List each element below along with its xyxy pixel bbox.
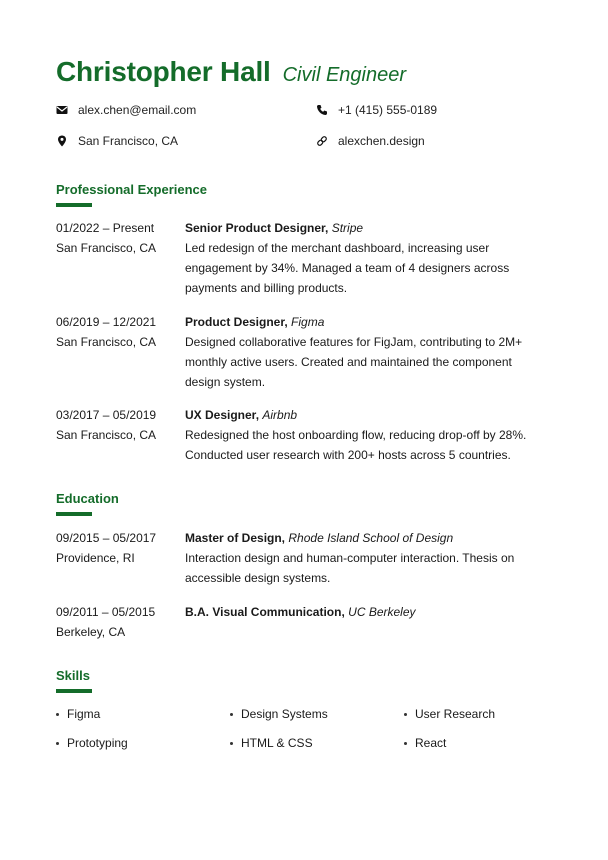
website-text: alexchen.design (338, 134, 425, 148)
candidate-name: Christopher Hall (56, 56, 271, 87)
entry-location: San Francisco, CA (56, 241, 157, 255)
skill-label: React (415, 736, 447, 750)
education-divider (56, 512, 92, 516)
entry-org: Figma (291, 315, 325, 329)
entry-org: UC Berkeley (348, 605, 416, 619)
bullet-icon (230, 742, 233, 745)
entry-description: Interaction design and human-computer interaction. Thesis on accessible design systems. (185, 551, 515, 585)
experience-heading: Professional Experience (56, 182, 208, 197)
email-text: alex.chen@email.com (78, 103, 197, 117)
location-pin-icon (56, 135, 68, 147)
entry-description: Led redesign of the merchant dashboard, increasing user engagement by 34%. Managed a team of 4 designers across payments and billing products. (185, 241, 510, 295)
candidate-title: Civil Engineer (282, 64, 406, 86)
skill-label: Figma (67, 707, 101, 721)
skill-label: HTML & CSS (241, 736, 313, 750)
skill-item (404, 707, 495, 721)
phone-text: +1 (415) 555-0189 (338, 103, 438, 117)
skill-label: Design Systems (241, 707, 328, 721)
entry-role: B.A. Visual Communication, (185, 605, 345, 619)
bullet-icon (56, 713, 59, 716)
bullet-icon (404, 713, 407, 716)
skills-divider (56, 689, 92, 693)
skill-item (404, 736, 446, 750)
contact-email (56, 103, 196, 117)
entry-org: Stripe (331, 221, 364, 235)
skill-item (56, 707, 100, 721)
skills-heading: Skills (56, 668, 90, 683)
skill-item (230, 736, 313, 750)
skill-label: Prototyping (67, 736, 128, 750)
entry-role: Master of Design, (185, 531, 286, 545)
entry-date: 09/2015 – 05/2017 (56, 531, 157, 545)
entry-location: Berkeley, CA (56, 625, 126, 639)
link-icon (316, 135, 328, 147)
contact-website (316, 134, 425, 148)
entry-description: Redesigned the host onboarding flow, reducing drop-off by 28%. Conducted user research with 200+ hosts across 5 countries. (185, 428, 527, 462)
resume-header (56, 56, 406, 88)
entry-location: Providence, RI (56, 551, 135, 565)
entry-date: 01/2022 – Present (56, 221, 155, 235)
bullet-icon (230, 713, 233, 716)
entry-role: Product Designer, (185, 315, 288, 329)
mail-icon (56, 104, 68, 116)
entry-location: San Francisco, CA (56, 335, 157, 349)
bullet-icon (56, 742, 59, 745)
entry-date: 03/2017 – 05/2019 (56, 408, 157, 422)
entry-org: Rhode Island School of Design (288, 531, 454, 545)
entry-location: San Francisco, CA (56, 428, 157, 442)
phone-icon (316, 104, 328, 116)
contact-phone (316, 103, 437, 117)
entry-role: UX Designer, (185, 408, 260, 422)
entry-date: 06/2019 – 12/2021 (56, 315, 157, 329)
education-heading: Education (56, 491, 119, 506)
skill-item (56, 736, 128, 750)
contact-location (56, 134, 178, 148)
experience-divider (56, 203, 92, 207)
skill-item (230, 707, 328, 721)
entry-description: Designed collaborative features for FigJam, contributing to 2M+ monthly active users. Created and maintained the component design system. (185, 335, 523, 389)
skill-label: User Research (415, 707, 496, 721)
bullet-icon (404, 742, 407, 745)
entry-role: Senior Product Designer, (185, 221, 329, 235)
entry-org: Airbnb (262, 408, 298, 422)
location-text: San Francisco, CA (78, 134, 179, 148)
entry-date: 09/2011 – 05/2015 (56, 605, 156, 619)
